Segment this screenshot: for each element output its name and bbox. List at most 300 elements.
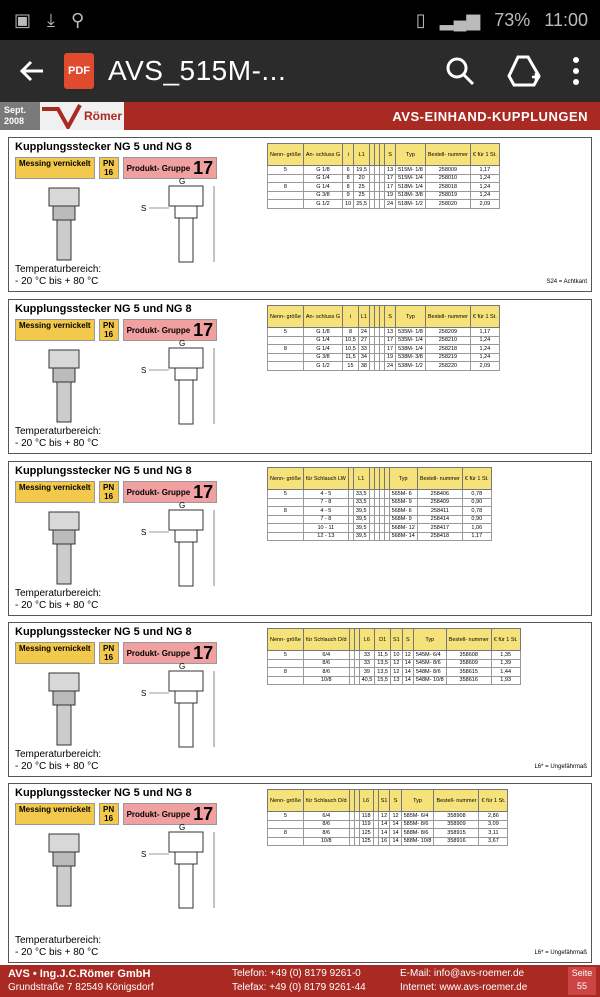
badge-group	[15, 319, 217, 341]
table-cell: 13	[391, 676, 403, 685]
table-cell: 535M- 1/8	[396, 328, 426, 337]
table-cell: 12	[402, 651, 413, 660]
table-cell: 10	[343, 200, 354, 209]
table-cell	[268, 353, 304, 362]
table-cell: 8	[268, 183, 304, 192]
table-cell: 358615	[446, 668, 491, 677]
table-header: An- schluss G	[303, 144, 342, 166]
spec-table	[267, 789, 508, 846]
table-cell: 40,5	[359, 676, 375, 685]
pdf-file-icon: PDF	[64, 53, 94, 89]
spec-table	[267, 628, 521, 685]
table-cell: 13,5	[375, 668, 391, 677]
table-cell: 1,24	[470, 191, 499, 200]
status-bar	[0, 0, 600, 40]
doc-footer	[0, 965, 600, 997]
table-cell: 10	[391, 651, 403, 660]
table-cell: 39,5	[353, 524, 369, 533]
table-cell: 12	[390, 812, 401, 821]
svg-text:G: G	[179, 502, 186, 510]
material-badge: Messing vernickelt	[15, 157, 95, 179]
table-cell: 1,24	[470, 174, 499, 183]
product-group-number: 17	[193, 319, 214, 340]
product-section	[8, 461, 592, 616]
table-cell: 258010	[425, 174, 470, 183]
table-row	[268, 362, 500, 371]
footer-email: E-Mail: info@avs-roemer.de	[400, 968, 525, 979]
vibrate-icon: ▯	[415, 9, 426, 30]
table-cell: 568M- 9	[389, 515, 417, 524]
table-cell: 1,24	[470, 353, 499, 362]
table-cell: 548M- 10/8	[413, 676, 446, 685]
table-header: Typ	[396, 144, 426, 166]
table-cell: 8/6	[303, 829, 349, 838]
table-cell: 10 - 11	[303, 524, 348, 533]
table-cell: 17	[384, 183, 395, 192]
table-cell: G 1/4	[303, 174, 342, 183]
table-cell: G 1/4	[303, 345, 342, 354]
table-header: D1	[375, 629, 391, 651]
pressure-badge: PN 16	[99, 803, 119, 825]
product-group-badge	[123, 481, 218, 503]
table-cell: 515M- 1/4	[396, 174, 426, 183]
table-cell: 568M- 12	[389, 524, 417, 533]
table-cell: 545M- 6/4	[413, 651, 446, 660]
table-header: S	[402, 629, 413, 651]
temp-label: Temperaturbereich:	[15, 588, 102, 599]
table-cell: 2,09	[470, 200, 499, 209]
table-cell: 5	[268, 166, 304, 175]
table-cell: 0,90	[462, 498, 491, 507]
pressure-badge: PN 16	[99, 319, 119, 341]
table-cell: 358916	[434, 837, 479, 846]
table-cell: 1,93	[491, 676, 520, 685]
table-cell: 3,11	[479, 829, 508, 838]
table-row	[268, 532, 492, 541]
table-header: Typ	[413, 629, 446, 651]
table-cell	[268, 498, 304, 507]
table-cell: 358609	[446, 659, 491, 668]
temperature-range	[15, 426, 101, 450]
table-row	[268, 191, 500, 200]
table-cell: 538M- 1/4	[396, 345, 426, 354]
temp-value: - 20 °C bis + 80 °C	[15, 600, 99, 611]
table-cell: 2,86	[479, 812, 508, 821]
footnote: L6* = Ungefährmaß	[534, 764, 587, 770]
temp-value: - 20 °C bis + 80 °C	[15, 276, 99, 287]
product-group-number: 17	[193, 481, 214, 502]
table-row	[268, 490, 492, 499]
table-cell: 38	[358, 362, 369, 371]
table-cell: 7 - 8	[303, 515, 348, 524]
table-cell: 8	[268, 668, 304, 677]
table-cell: 13	[384, 166, 395, 175]
spec-table	[267, 467, 492, 541]
table-header: S1	[391, 629, 403, 651]
back-button[interactable]	[0, 56, 64, 86]
table-cell: 14	[378, 820, 390, 829]
product-group-number: 17	[193, 642, 214, 663]
table-cell: 6/4	[303, 651, 349, 660]
table-row	[268, 336, 500, 345]
table-row	[268, 837, 508, 846]
table-cell: 258019	[425, 191, 470, 200]
table-cell	[268, 336, 304, 345]
table-cell: 258406	[417, 490, 462, 499]
table-row	[268, 345, 500, 354]
table-header: Typ	[401, 790, 434, 812]
table-cell: 538M- 1/2	[396, 362, 426, 371]
table-cell: 15	[343, 362, 359, 371]
search-icon: ⚲	[70, 9, 85, 30]
table-cell: 1,24	[470, 336, 499, 345]
table-cell: 515M- 1/8	[396, 166, 426, 175]
svg-text:S: S	[141, 204, 147, 213]
temperature-range	[15, 264, 101, 288]
table-row	[268, 498, 492, 507]
company-logo	[40, 102, 124, 130]
table-cell: 548M- 8/6	[413, 668, 446, 677]
table-header: Nenn- größe	[268, 144, 304, 166]
table-cell: 258209	[425, 328, 470, 337]
table-cell: 14	[390, 820, 401, 829]
section-title: Kupplungsstecker NG 5 und NG 8	[15, 787, 192, 799]
table-cell	[268, 676, 304, 685]
table-cell: 24	[358, 328, 369, 337]
table-cell: 11,5	[343, 353, 359, 362]
document-title: AVS_515M-...	[108, 55, 287, 86]
table-cell: 17	[384, 336, 395, 345]
table-cell: 25,5	[354, 200, 370, 209]
table-cell: 12	[378, 812, 390, 821]
table-cell: 12 - 13	[303, 532, 348, 541]
material-badge: Messing vernickelt	[15, 803, 95, 825]
table-cell: 4 - 5	[303, 507, 348, 516]
table-cell: 8	[268, 345, 304, 354]
table-cell	[268, 200, 304, 209]
table-cell	[268, 515, 304, 524]
product-group-label: Produkt- Gruppe	[126, 487, 191, 497]
table-cell: G 1/4	[303, 336, 342, 345]
table-cell: 568M- 14	[389, 532, 417, 541]
product-group-badge	[123, 803, 218, 825]
table-cell: 5	[268, 328, 304, 337]
table-cell: G 1/2	[303, 362, 342, 371]
table-cell: 0,78	[462, 490, 491, 499]
section-title: Kupplungsstecker NG 5 und NG 8	[15, 626, 192, 638]
table-cell: 33	[358, 345, 369, 354]
section-title: Kupplungsstecker NG 5 und NG 8	[15, 303, 192, 315]
table-header: S1	[378, 790, 390, 812]
table-header: Nenn- größe	[268, 629, 304, 651]
table-cell: 8	[268, 829, 304, 838]
more-options-button[interactable]	[572, 56, 580, 86]
table-cell: G 3/8	[303, 353, 342, 362]
table-header: Nenn- größe	[268, 790, 304, 812]
table-cell: 588M- 10/8	[401, 837, 434, 846]
document-page[interactable]	[0, 102, 600, 997]
product-group-badge	[123, 319, 218, 341]
table-header: S	[384, 306, 395, 328]
pressure-badge: PN 16	[99, 481, 119, 503]
product-group-label: Produkt- Gruppe	[126, 648, 191, 658]
page-value: 55	[576, 981, 587, 991]
table-row	[268, 328, 500, 337]
table-cell: 7 - 8	[303, 498, 348, 507]
svg-text:G: G	[179, 663, 186, 671]
table-header: Bestell- nummer	[425, 144, 470, 166]
temp-value: - 20 °C bis + 80 °C	[15, 761, 99, 772]
table-cell: 8/6	[303, 668, 349, 677]
product-group-badge	[123, 157, 218, 179]
product-group-number: 17	[193, 803, 214, 824]
table-cell: 14	[402, 659, 413, 668]
table-cell: 258210	[425, 336, 470, 345]
table-cell: 34	[358, 353, 369, 362]
table-cell: G 1/8	[303, 328, 342, 337]
product-group-label: Produkt- Gruppe	[126, 325, 191, 335]
temperature-range	[15, 588, 101, 612]
table-cell: 585M- 8/6	[401, 820, 434, 829]
table-cell: 10,5	[343, 345, 359, 354]
table-cell: 13,5	[375, 659, 391, 668]
spec-table	[267, 305, 500, 371]
table-cell: 258219	[425, 353, 470, 362]
table-header: € für 1 St.	[479, 790, 508, 812]
add-to-drive-button[interactable]	[506, 55, 542, 87]
table-cell: 1,24	[470, 345, 499, 354]
table-cell: 13	[384, 328, 395, 337]
table-cell	[268, 659, 304, 668]
product-section	[8, 622, 592, 777]
table-header: L1	[354, 144, 370, 166]
table-cell: 20	[354, 174, 370, 183]
table-cell: 258414	[417, 515, 462, 524]
table-cell: 33,5	[353, 498, 369, 507]
table-row	[268, 812, 508, 821]
technical-drawing	[29, 824, 259, 914]
table-header: Bestell- nummer	[434, 790, 479, 812]
table-row	[268, 183, 500, 192]
temp-value: - 20 °C bis + 80 °C	[15, 438, 99, 449]
table-cell: 258020	[425, 200, 470, 209]
table-cell: 258218	[425, 345, 470, 354]
table-cell: 16	[378, 837, 390, 846]
table-cell: 258009	[425, 166, 470, 175]
app-bar	[0, 40, 600, 102]
table-cell: 10/8	[303, 676, 349, 685]
table-cell: 19,5	[354, 166, 370, 175]
footer-address: Grundstraße 7 82549 Königsdorf	[8, 982, 154, 993]
table-cell: 125	[359, 829, 373, 838]
table-row	[268, 668, 521, 677]
table-header: L1	[358, 306, 369, 328]
table-header: € für 1 St.	[470, 144, 499, 166]
table-cell: 8/6	[303, 659, 349, 668]
table-cell: 6	[343, 166, 354, 175]
temp-label: Temperaturbereich:	[15, 749, 102, 760]
table-cell: G 1/2	[303, 200, 342, 209]
table-cell: 258417	[417, 524, 462, 533]
table-row	[268, 353, 500, 362]
download-icon: ⤓	[47, 9, 55, 30]
table-row	[268, 200, 500, 209]
technical-drawing	[29, 663, 259, 753]
table-cell: 0,90	[462, 515, 491, 524]
section-title: Kupplungsstecker NG 5 und NG 8	[15, 141, 192, 153]
table-cell: G 1/8	[303, 166, 342, 175]
table-header: für Schlauch D/d	[303, 629, 349, 651]
table-cell	[268, 191, 304, 200]
table-cell: 565M- 9	[389, 498, 417, 507]
table-cell: 1,17	[470, 166, 499, 175]
table-cell: 358915	[434, 829, 479, 838]
table-cell: 1,17	[470, 328, 499, 337]
table-cell: 14	[378, 829, 390, 838]
table-header: Bestell- nummer	[417, 468, 462, 490]
table-header: Nenn- größe	[268, 306, 304, 328]
technical-drawing	[29, 502, 259, 592]
table-header: i	[343, 306, 359, 328]
table-cell: 258418	[417, 532, 462, 541]
table-row	[268, 659, 521, 668]
table-header: für Schlauch D/d	[303, 790, 349, 812]
material-badge: Messing vernickelt	[15, 642, 95, 664]
table-cell: 8	[343, 183, 354, 192]
table-header: € für 1 St.	[462, 468, 491, 490]
search-button[interactable]	[444, 55, 476, 87]
table-cell: 1,17	[462, 532, 491, 541]
table-cell: 15,5	[375, 676, 391, 685]
table-cell: 518M- 1/4	[396, 183, 426, 192]
table-cell: 14	[402, 668, 413, 677]
table-cell: 118	[359, 812, 373, 821]
table-header: S	[390, 790, 401, 812]
table-cell: 39,5	[353, 515, 369, 524]
table-cell: 14	[402, 676, 413, 685]
pressure-badge: PN 16	[99, 642, 119, 664]
table-header: i	[343, 144, 354, 166]
svg-text:S: S	[141, 850, 147, 859]
badge-group	[15, 481, 217, 503]
table-cell: 6/4	[303, 812, 349, 821]
table-cell: 2,09	[470, 362, 499, 371]
table-cell: 258409	[417, 498, 462, 507]
product-group-number: 17	[193, 157, 214, 178]
table-cell: G 3/8	[303, 191, 342, 200]
table-cell: 5	[268, 812, 304, 821]
table-header: S	[384, 144, 395, 166]
table-header: Nenn- größe	[268, 468, 304, 490]
table-cell: 8	[268, 507, 304, 516]
material-badge: Messing vernickelt	[15, 481, 95, 503]
table-row	[268, 507, 492, 516]
table-cell: 1,44	[491, 668, 520, 677]
footer-company: AVS • Ing.J.C.Römer GmbH	[8, 968, 151, 980]
table-row	[268, 174, 500, 183]
doc-date: Sept. 2008	[0, 102, 40, 130]
table-cell: 1,35	[491, 651, 520, 660]
technical-drawing	[29, 178, 259, 268]
table-cell	[268, 820, 304, 829]
table-cell: 585M- 6/4	[401, 812, 434, 821]
table-row	[268, 524, 492, 533]
table-cell: 258220	[425, 362, 470, 371]
logo-text: Römer	[84, 109, 123, 123]
table-cell: 33,5	[353, 490, 369, 499]
product-section	[8, 137, 592, 292]
table-cell: 545M- 8/6	[413, 659, 446, 668]
table-header: L1	[353, 468, 369, 490]
doc-header	[0, 102, 600, 130]
footer-web: Internet: www.avs-roemer.de	[400, 982, 528, 993]
badge-group	[15, 642, 217, 664]
table-cell: 39,5	[353, 532, 369, 541]
table-cell: 33	[359, 651, 375, 660]
product-section	[8, 783, 592, 963]
table-header: Typ	[396, 306, 426, 328]
table-cell: 11,5	[375, 651, 391, 660]
table-header: Bestell- nummer	[425, 306, 470, 328]
table-cell: 19	[384, 353, 395, 362]
table-cell: 24	[384, 200, 395, 209]
table-header: für Schlauch LW	[303, 468, 348, 490]
svg-text:S: S	[141, 689, 147, 698]
table-cell	[268, 174, 304, 183]
table-cell: 535M- 1/4	[396, 336, 426, 345]
table-cell	[268, 837, 304, 846]
product-section	[8, 299, 592, 454]
table-cell: 125	[359, 837, 373, 846]
table-header: An- schluss G	[303, 306, 342, 328]
table-cell: 358608	[446, 651, 491, 660]
table-cell: 27	[358, 336, 369, 345]
table-cell: 5	[268, 490, 304, 499]
table-cell: 258411	[417, 507, 462, 516]
table-cell: 538M- 3/8	[396, 353, 426, 362]
table-cell: 19	[384, 191, 395, 200]
table-row	[268, 651, 521, 660]
product-group-badge	[123, 642, 218, 664]
table-cell: 10,5	[343, 336, 359, 345]
page-number	[568, 967, 596, 995]
table-cell	[268, 532, 304, 541]
table-cell: 258018	[425, 183, 470, 192]
table-cell: 1,39	[491, 659, 520, 668]
spec-table	[267, 143, 500, 209]
material-badge: Messing vernickelt	[15, 319, 95, 341]
footer-fax: Telefax: +49 (0) 8179 9261-44	[232, 982, 366, 993]
table-cell: 4 - 5	[303, 490, 348, 499]
technical-drawing	[29, 340, 259, 430]
temperature-range	[15, 749, 101, 773]
table-cell: 9	[343, 191, 354, 200]
roemer-logo-icon	[40, 103, 84, 129]
table-cell: 12	[391, 668, 403, 677]
footer-phone: Telefon: +49 (0) 8179 9261-0	[232, 968, 361, 979]
table-cell: 518M- 1/2	[396, 200, 426, 209]
section-title: Kupplungsstecker NG 5 und NG 8	[15, 465, 192, 477]
table-cell: 1,06	[462, 524, 491, 533]
svg-text:G: G	[179, 340, 186, 348]
doc-heading: AVS-EINHAND-KUPPLUNGEN	[392, 108, 588, 124]
table-cell: 119	[359, 820, 373, 829]
footnote: L6* = Ungefährmaß	[534, 950, 587, 956]
temp-label: Temperaturbereich:	[15, 935, 102, 946]
table-header: € für 1 St.	[470, 306, 499, 328]
temp-label: Temperaturbereich:	[15, 426, 102, 437]
table-cell: 14	[390, 829, 401, 838]
